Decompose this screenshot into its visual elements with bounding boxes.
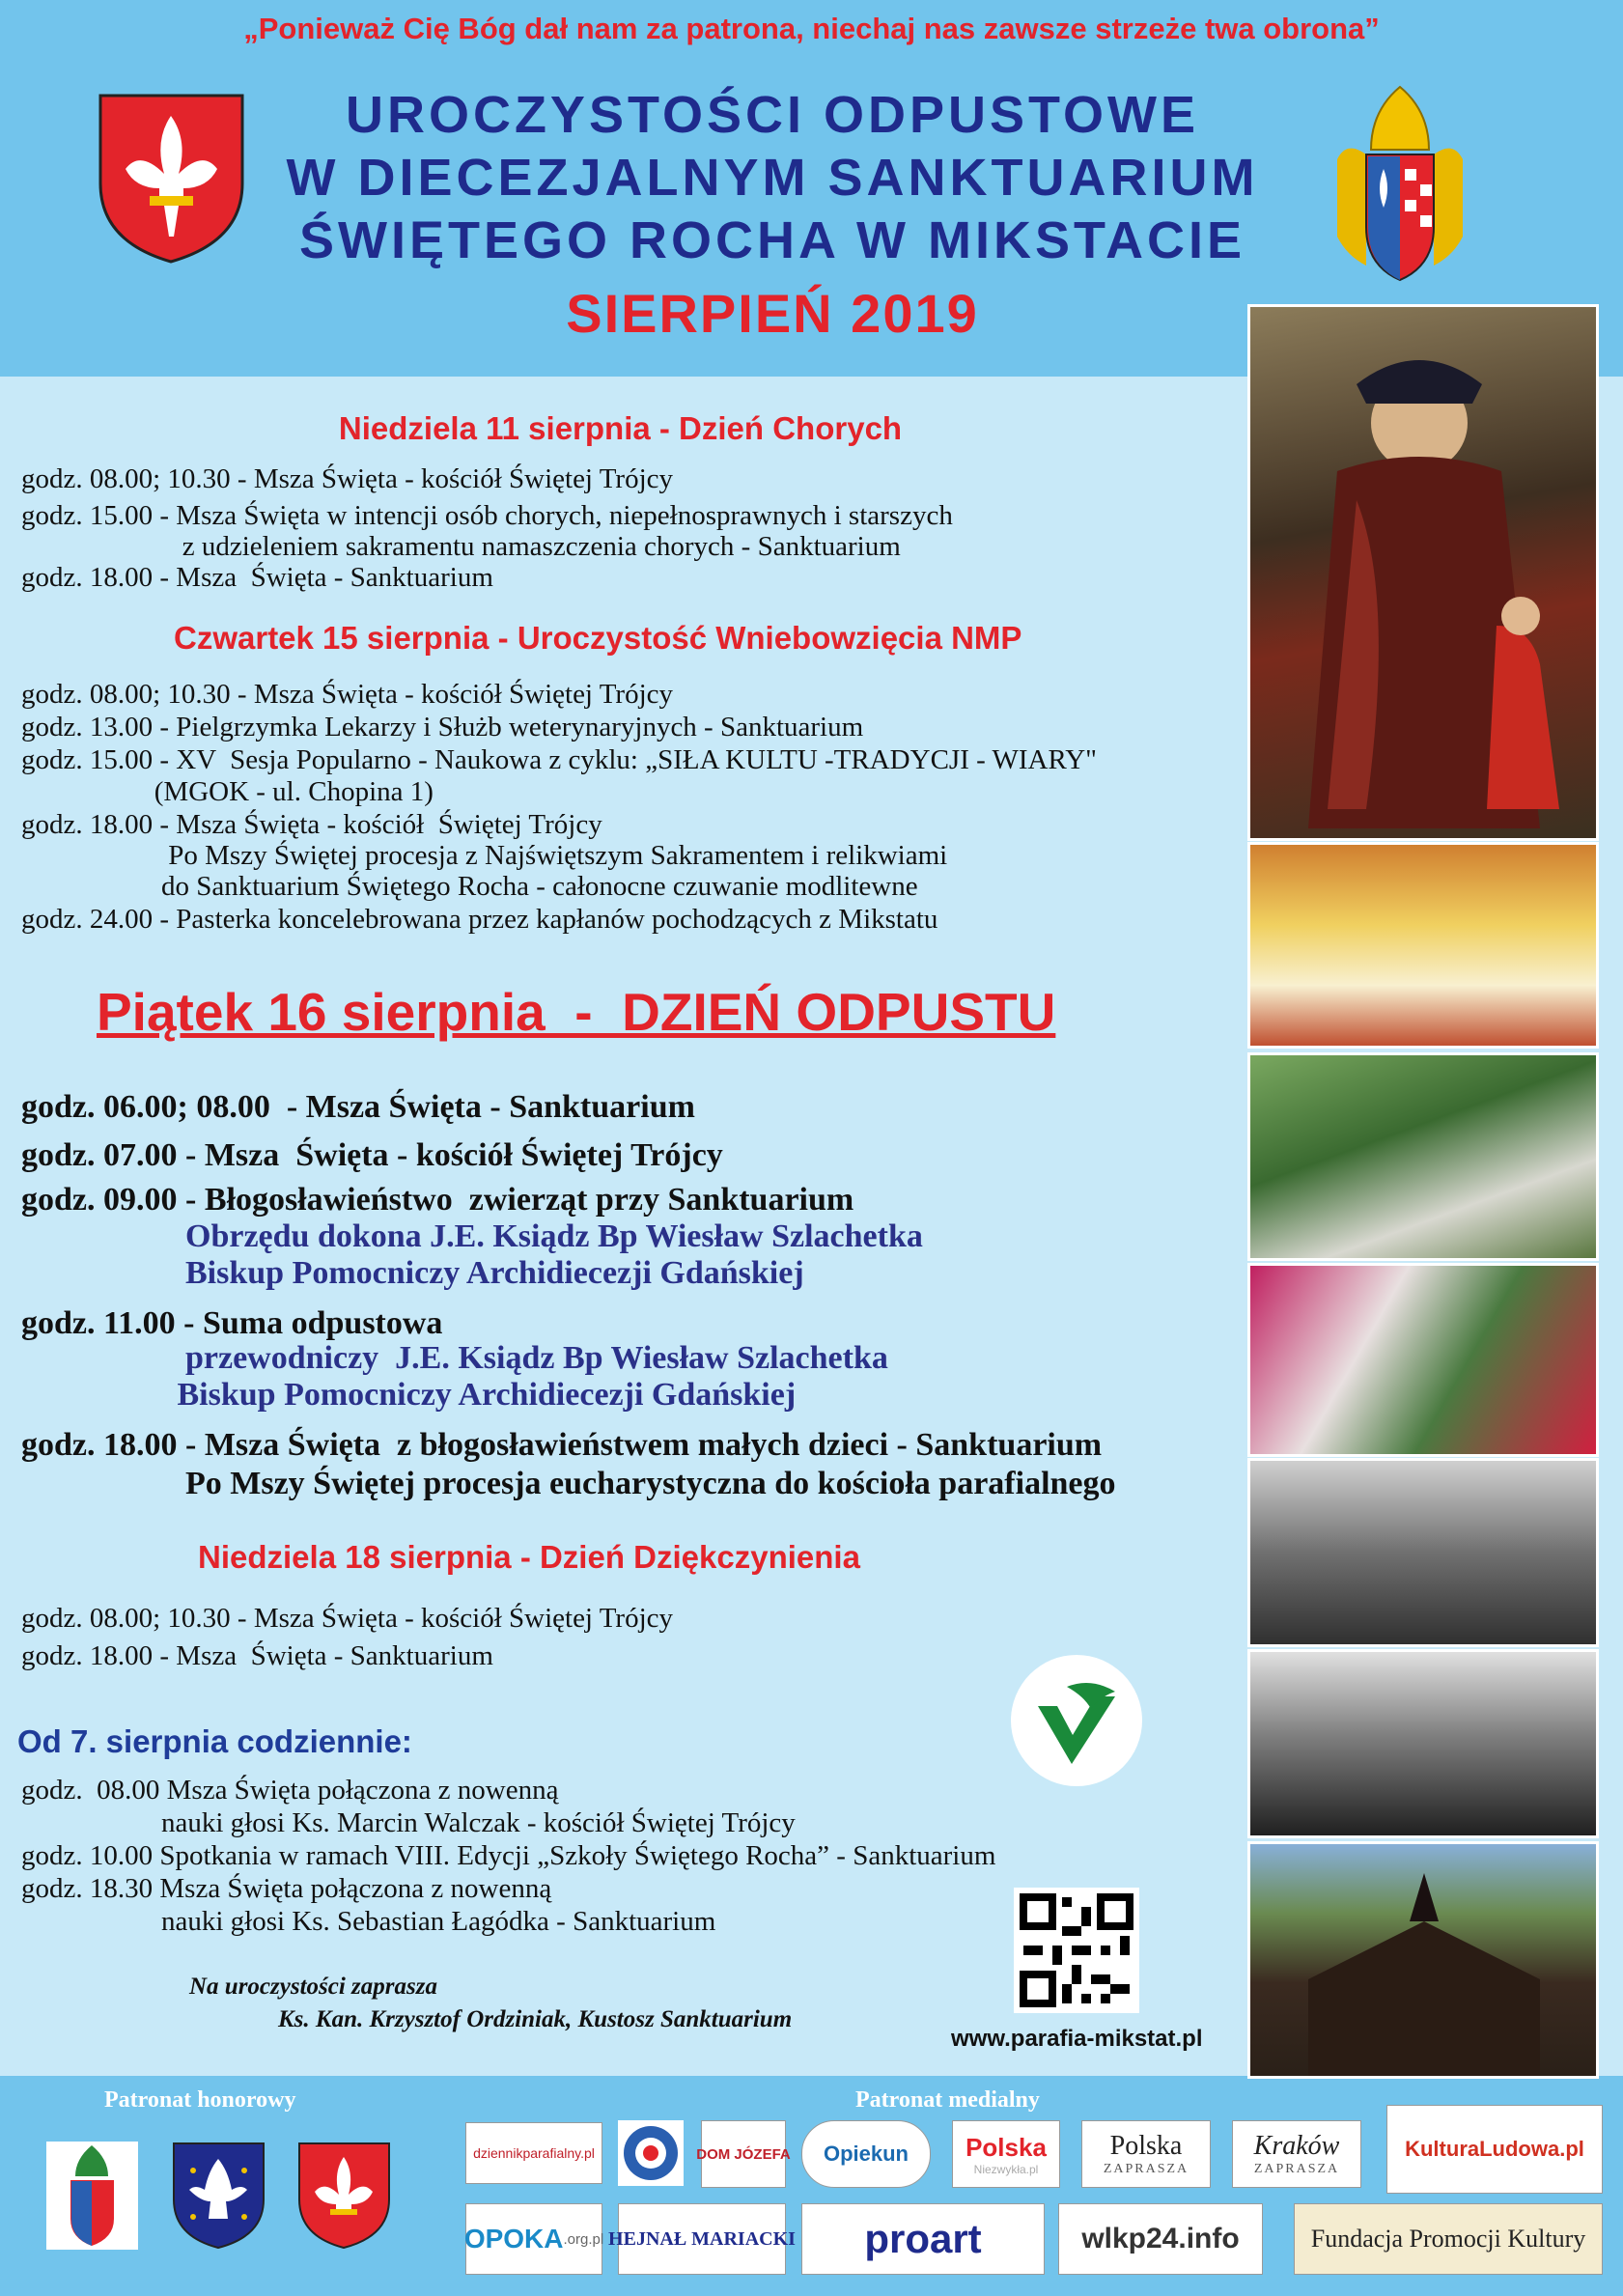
photo-procession-horses xyxy=(1247,1052,1599,1261)
s4-line-2: godz. 18.00 - Msza Święta - Sanktuarium xyxy=(21,1640,493,1671)
s3-line-4: Obrzędu dokona J.E. Ksiądz Bp Wiesław Szlachetka xyxy=(21,1218,923,1254)
logo-krakow-zaprasza[interactable]: Kraków ZAPRASZA xyxy=(1232,2120,1361,2188)
photo-saint-roch-painting xyxy=(1247,304,1599,841)
logo-polska-niezwykla[interactable]: Polska Niezwykła.pl xyxy=(952,2120,1060,2188)
s3-line-6: godz. 11.00 - Suma odpustowa xyxy=(21,1305,443,1341)
honorary-patronage-label: Patronat honorowy xyxy=(104,2087,296,2113)
heading-sunday-11: Niedziela 11 sierpnia - Dzień Chorych xyxy=(338,410,903,446)
motto: „Ponieważ Cię Bóg dał nam za patrona, niechaj nas zawsze strzeże twa obrona” xyxy=(243,12,1380,45)
month-year: SIERPIEŃ 2019 xyxy=(566,283,979,344)
s1-line-1: godz. 08.00; 10.30 - Msza Święta - kościół Świętej Trójcy xyxy=(21,463,674,494)
s5-line-4: godz. 18.30 Msza Święta połączona z nowenną xyxy=(21,1873,552,1904)
county-arms-eagle-icon xyxy=(172,2142,266,2250)
s2-line-1: godz. 08.00; 10.30 - Msza Święta - kościół Świętej Trójcy xyxy=(21,679,674,710)
logo-hejnal-mariacki[interactable]: HEJNAŁ MARIACKI xyxy=(618,2203,786,2275)
s3-line-1: godz. 06.00; 08.00 - Msza Święta - Sanktuarium xyxy=(21,1089,695,1125)
bishop-coat-of-arms-icon xyxy=(1328,82,1472,285)
s5-line-1: godz. 08.00 Msza Święta połączona z nowenną xyxy=(21,1775,559,1806)
bishop-arms-small-icon xyxy=(46,2142,138,2250)
s5-line-2: nauki głosi Ks. Marcin Walczak - kościół Świętej Trójcy xyxy=(21,1807,796,1838)
photo-bishop-doves xyxy=(1247,1263,1599,1457)
s1-line-4: godz. 18.00 - Msza Święta - Sanktuarium xyxy=(21,562,493,593)
heading-daily: Od 7. sierpnia codziennie: xyxy=(17,1723,412,1759)
s3-line-3: godz. 09.00 - Błogosławieństwo zwierząt przy Sanktuarium xyxy=(21,1182,854,1218)
title-line-3: ŚWIĘTEGO ROCHA W MIKSTACIE xyxy=(299,211,1245,269)
invite-line-1: Na uroczystości zaprasza xyxy=(189,1974,437,2000)
photo-wooden-church xyxy=(1247,1841,1599,2079)
logo-polska-zaprasza[interactable]: Polska ZAPRASZA xyxy=(1081,2120,1211,2188)
photo-altar-mass xyxy=(1247,842,1599,1049)
s2-line-2: godz. 13.00 - Pielgrzymka Lekarzy i Służb weterynaryjnych - Sanktuarium xyxy=(21,712,864,742)
s4-line-1: godz. 08.00; 10.30 - Msza Święta - kościół Świętej Trójcy xyxy=(21,1603,674,1634)
logo-dom-jozefa[interactable]: DOM JÓZEFA xyxy=(701,2120,786,2188)
s3-line-7: przewodniczy J.E. Ksiądz Bp Wiesław Szlachetka xyxy=(21,1340,888,1376)
s2-line-6: Po Mszy Świętej procesja z Najświętszym Sakramentem i relikwiami xyxy=(21,840,948,871)
photo-historic-bw-2 xyxy=(1247,1649,1599,1838)
s1-line-2: godz. 15.00 - Msza Święta w intencji osób chorych, niepełnosprawnych i starszych xyxy=(21,500,953,531)
s2-line-7: do Sanktuarium Świętego Rocha - całonocne czuwanie modlitewne xyxy=(21,871,918,902)
veterinary-logo-icon xyxy=(1009,1653,1144,1788)
heading-thursday-15: Czwartek 15 sierpnia - Uroczystość Wniebowzięcia NMP xyxy=(174,620,1022,656)
s2-line-3: godz. 15.00 - XV Sesja Popularno - Naukowa z cyklu: „SIŁA KULTU -TRADYCJI - WIARY" xyxy=(21,744,1097,775)
s2-line-5: godz. 18.00 - Msza Święta - kościół Świętej Trójcy xyxy=(21,809,602,840)
logo-wlkp24[interactable]: wlkp24.info xyxy=(1058,2203,1263,2275)
website-url[interactable]: www.parafia-mikstat.pl xyxy=(951,2026,1203,2052)
s5-line-5: nauki głosi Ks. Sebastian Łagódka - Sanktuarium xyxy=(21,1906,716,1937)
logo-fundacja-promocji-kultury[interactable]: Fundacja Promocji Kultury xyxy=(1294,2203,1603,2275)
title-line-1: UROCZYSTOŚCI ODPUSTOWE xyxy=(345,86,1200,144)
photo-historic-bw-1 xyxy=(1247,1458,1599,1647)
s2-line-4: (MGOK - ul. Chopina 1) xyxy=(21,776,434,807)
s5-line-3: godz. 10.00 Spotkania w ramach VIII. Edycji „Szkoły Świętego Rocha” - Sanktuarium xyxy=(21,1840,996,1871)
media-patronage-label: Patronat medialny xyxy=(855,2087,1040,2113)
title-line-2: W DIECEZJALNYM SANKTUARIUM xyxy=(286,149,1259,207)
s1-line-3: z udzieleniem sakramentu namaszczenia chorych - Sanktuarium xyxy=(21,531,901,562)
logo-opoka[interactable]: OPOKA .org.pl xyxy=(465,2203,602,2275)
mikstat-arms-small-icon xyxy=(297,2142,391,2250)
qr-code-icon xyxy=(1014,1888,1139,2013)
s3-line-9: godz. 18.00 - Msza Święta z błogosławieństwem małych dzieci - Sanktuarium xyxy=(21,1427,1103,1463)
s3-line-5: Biskup Pomocniczy Archidiecezji Gdańskiej xyxy=(21,1255,804,1291)
logo-round-seal-icon[interactable] xyxy=(618,2120,684,2186)
s3-line-10: Po Mszy Świętej procesja eucharystyczna do kościoła parafialnego xyxy=(21,1466,1116,1501)
invite-line-2: Ks. Kan. Krzysztof Ordziniak, Kustosz Sanktuarium xyxy=(278,2006,793,2032)
s3-line-2: godz. 07.00 - Msza Święta - kościół Świętej Trójcy xyxy=(21,1137,723,1173)
s2-line-8: godz. 24.00 - Pasterka koncelebrowana przez kapłanów pochodzących z Mikstatu xyxy=(21,904,938,935)
logo-kultura-ludowa[interactable]: KulturaLudowa.pl xyxy=(1386,2105,1603,2194)
s3-line-8: Biskup Pomocniczy Archidiecezji Gdańskiej xyxy=(21,1377,797,1413)
logo-proart[interactable]: proart xyxy=(801,2203,1045,2275)
logo-dziennik-parafialny[interactable]: dziennikparafialny.pl xyxy=(465,2122,602,2184)
heading-sunday-18: Niedziela 18 sierpnia - Dzień Dziękczynienia xyxy=(198,1539,860,1575)
logo-opiekun[interactable]: Opiekun xyxy=(801,2120,931,2188)
mikstat-coat-of-arms-icon xyxy=(97,92,246,266)
heading-friday-16: Piątek 16 sierpnia - DZIEŃ ODPUSTU xyxy=(97,982,1056,1042)
